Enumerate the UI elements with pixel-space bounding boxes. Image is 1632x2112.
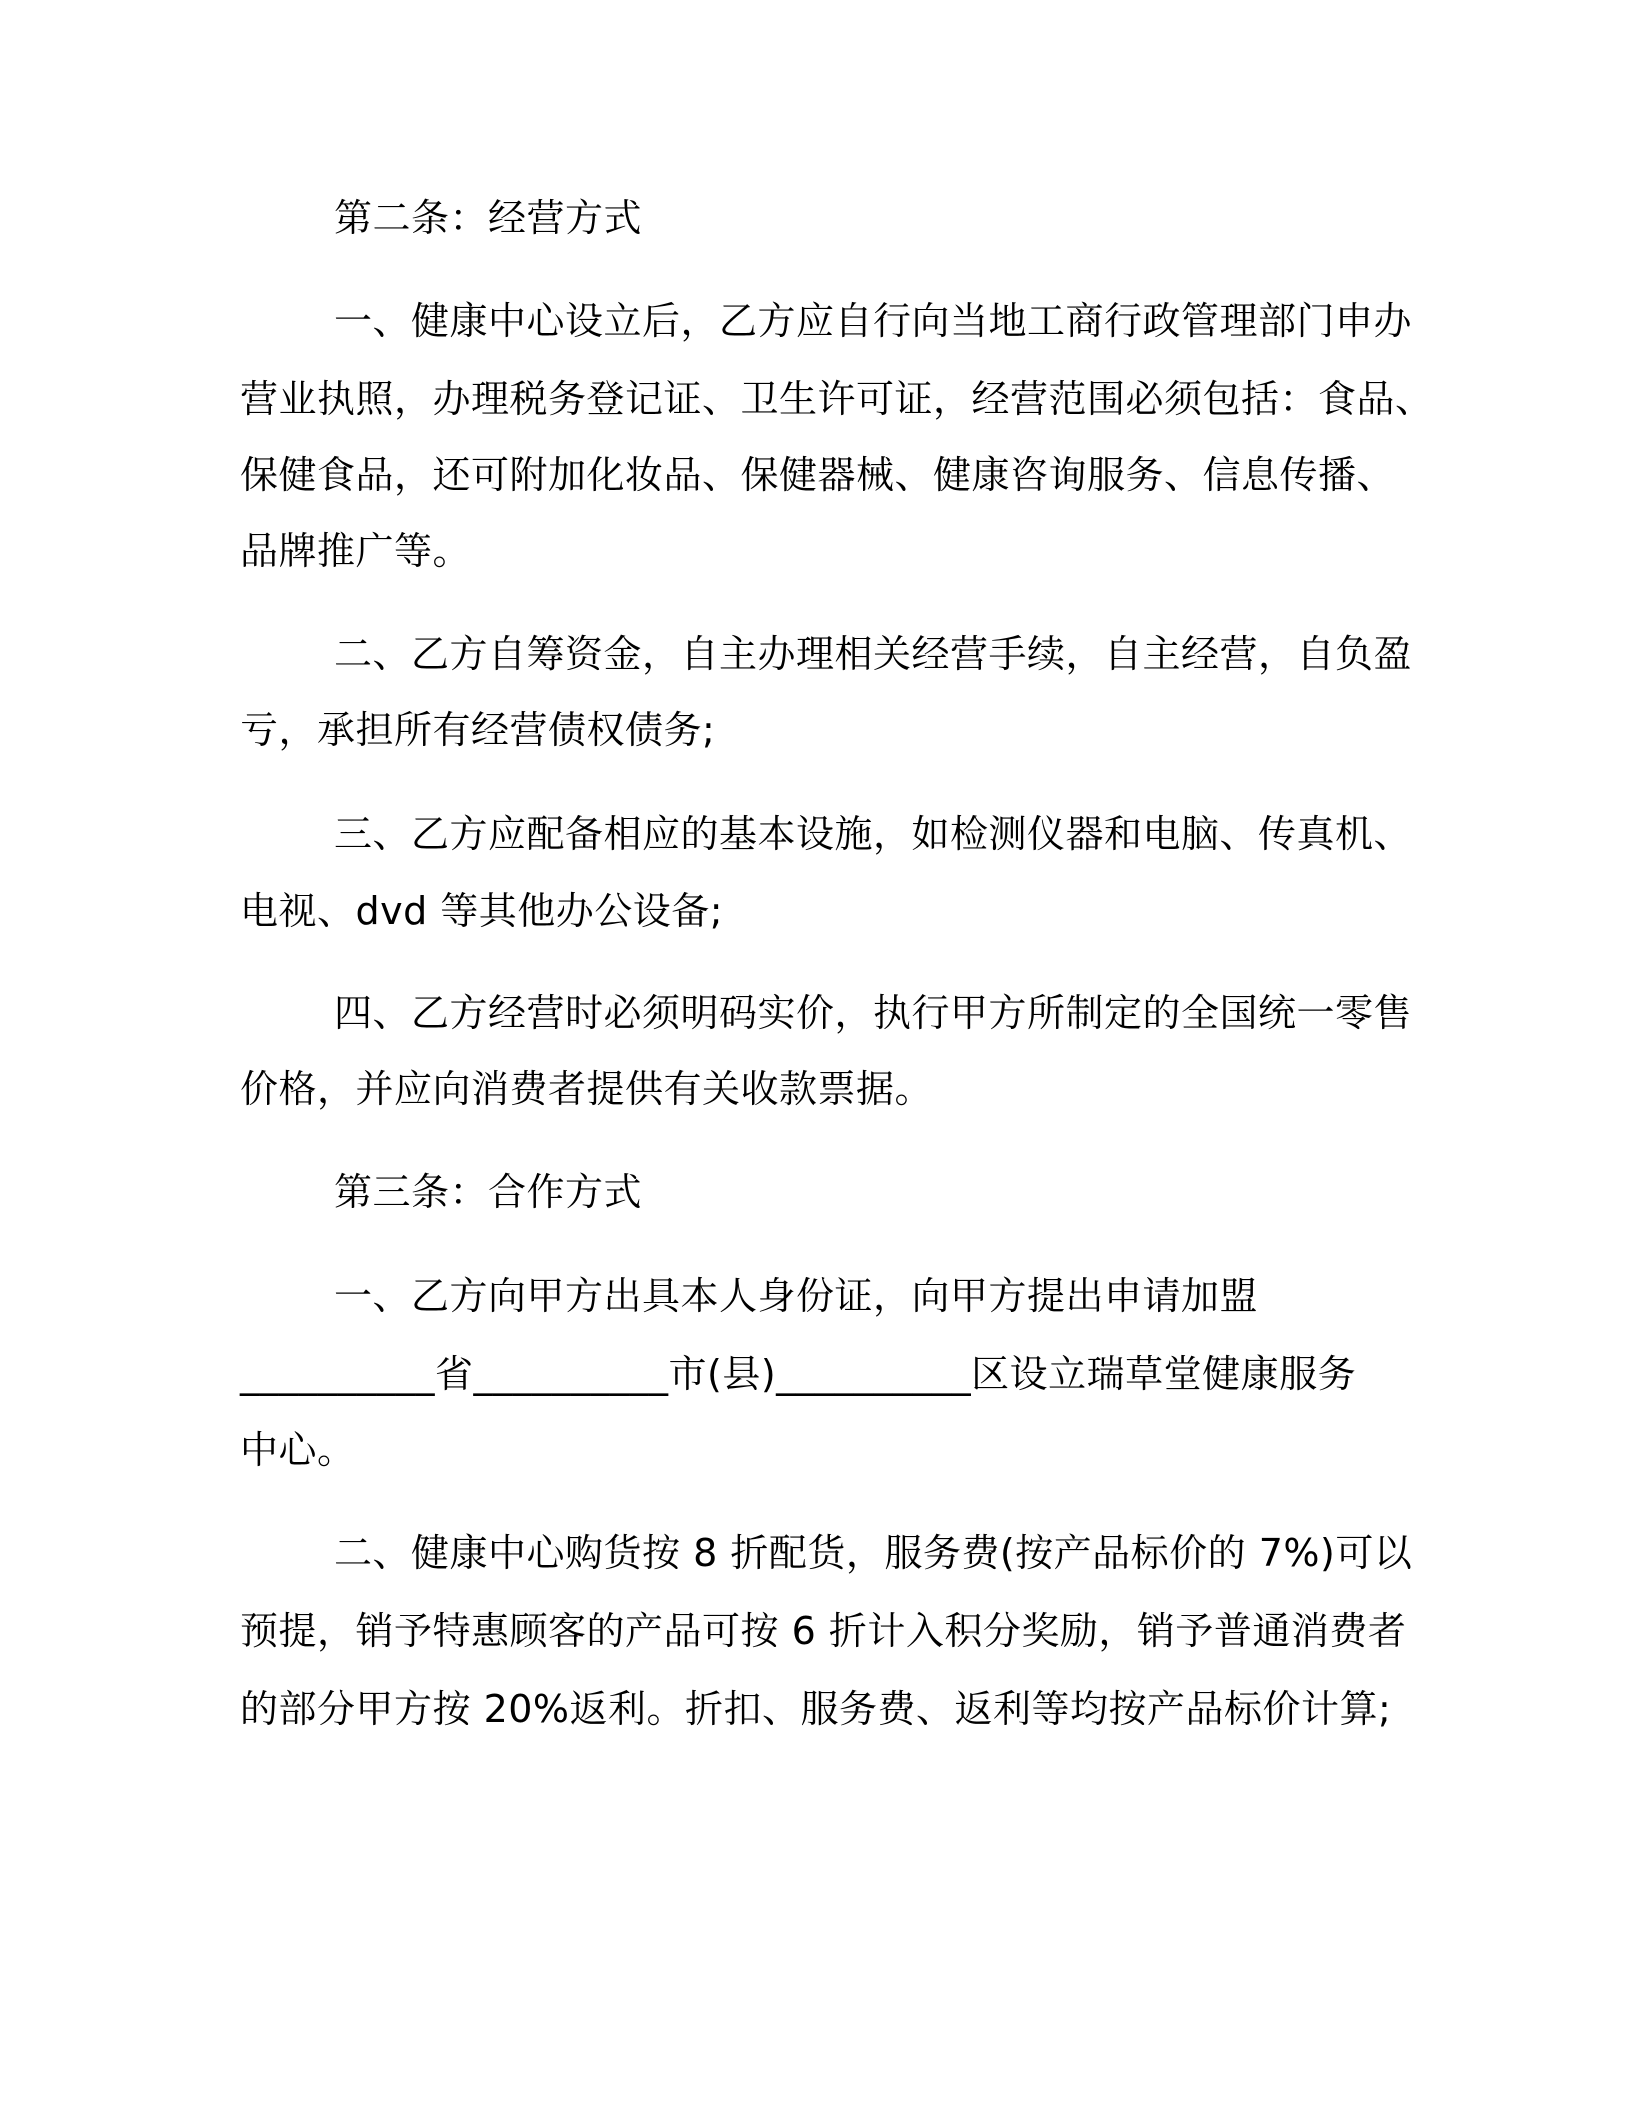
section-3-item-2-line-3: 的部分甲方按 20%返利。折扣、服务费、返利等均按产品标价计算; xyxy=(240,1687,1392,1731)
section-3-item-1-line-2: __________省__________市(县)__________区设立瑞草堂健康服务 xyxy=(240,1352,1357,1396)
section-2-item-1-line-2: 营业执照，办理税务登记证、卫生许可证，经营范围必须包括：食品、 xyxy=(240,377,1434,421)
section-2-item-1-line-3: 保健食品，还可附加化妆品、保健器械、健康咨询服务、信息传播、 xyxy=(240,453,1396,497)
section-2-item-3-line-2: 电视、dvd 等其他办公设备; xyxy=(240,889,724,933)
section-2-heading: 第二条：经营方式 xyxy=(334,196,643,240)
section-3-item-1-line-1: 一、乙方向甲方出具本人身份证，向甲方提出申请加盟 xyxy=(334,1274,1259,1318)
section-2-item-4-line-2: 价格，并应向消费者提供有关收款票据。 xyxy=(240,1067,934,1111)
section-3-item-2-line-2: 预提，销予特惠顾客的产品可按 6 折计入积分奖励，销予普通消费者 xyxy=(240,1609,1407,1653)
section-2-item-4-line-1: 四、乙方经营时必须明码实价，执行甲方所制定的全国统一零售 xyxy=(334,991,1413,1035)
section-2-item-1-line-4: 品牌推广等。 xyxy=(240,529,472,573)
section-3-item-1-line-3: 中心。 xyxy=(240,1428,356,1472)
section-3-item-2-line-1: 二、健康中心购货按 8 折配货，服务费(按产品标价的 7%)可以 xyxy=(334,1531,1413,1575)
section-2-item-3-line-1: 三、乙方应配备相应的基本设施，如检测仪器和电脑、传真机、 xyxy=(334,812,1413,856)
section-2-item-2-line-2: 亏，承担所有经营债权债务; xyxy=(240,708,716,752)
section-2-item-2-line-1: 二、乙方自筹资金，自主办理相关经营手续，自主经营，自负盈 xyxy=(334,632,1413,676)
section-3-heading: 第三条：合作方式 xyxy=(334,1170,643,1214)
section-2-item-1-line-1: 一、健康中心设立后，乙方应自行向当地工商行政管理部门申办 xyxy=(334,299,1413,343)
